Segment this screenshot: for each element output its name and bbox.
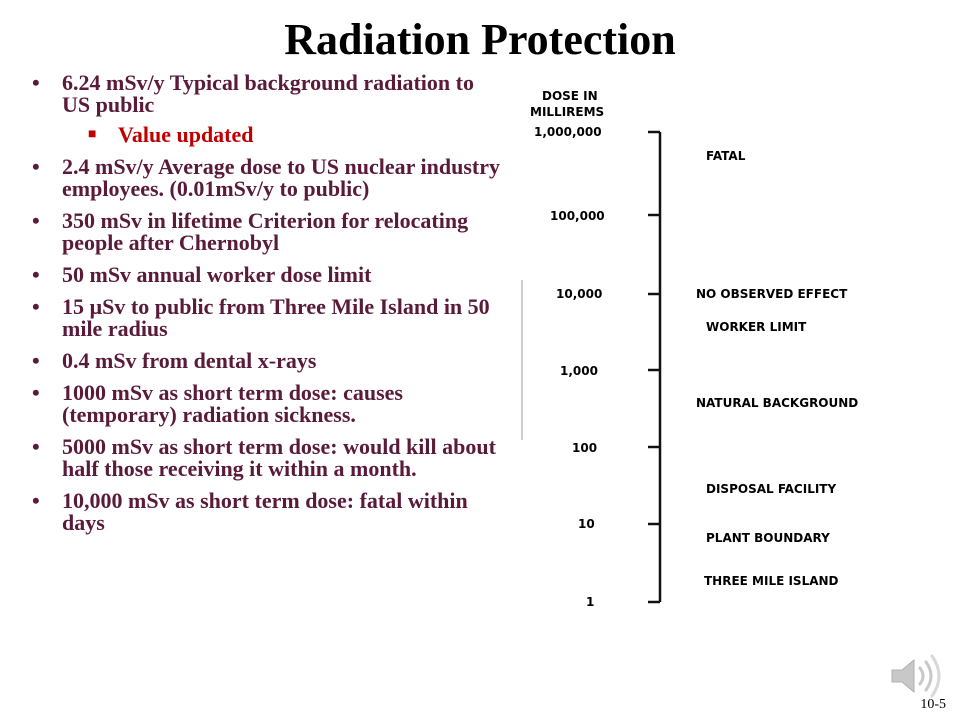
scale-tick-label: 1,000,000 bbox=[534, 125, 602, 139]
bullet-item bbox=[32, 72, 502, 116]
bullet-dot: • bbox=[32, 294, 40, 319]
sub-bullet-item bbox=[32, 124, 502, 146]
bullet-item bbox=[32, 210, 502, 254]
slide-title: Radiation Protection bbox=[284, 15, 676, 64]
scale-label-worker-limit: WORKER LIMIT bbox=[706, 320, 807, 334]
bullet-text: 5000 mSv as short term dose: would kill about half those receiving it within a month. bbox=[62, 434, 496, 481]
bullet-item bbox=[32, 296, 502, 340]
scale-tick-label: 100,000 bbox=[550, 209, 605, 223]
bullet-list bbox=[32, 72, 502, 544]
bullet-dot: • bbox=[32, 434, 40, 459]
bullet-dot: • bbox=[32, 154, 40, 179]
speaker-icon[interactable] bbox=[888, 652, 944, 700]
scale-tick-label: 100 bbox=[572, 441, 598, 455]
scale-label-tmi: THREE MILE ISLAND bbox=[704, 574, 839, 588]
bullet-item bbox=[32, 264, 502, 286]
bullet-text: 10,000 mSv as short term dose: fatal within days bbox=[62, 488, 468, 535]
bullet-text: 2.4 mSv/y Average dose to US nuclear industry employees. (0.01mSv/y to public) bbox=[62, 154, 500, 201]
scale-label-no-effect: NO OBSERVED EFFECT bbox=[696, 287, 848, 301]
sub-bullet-text: Value updated bbox=[118, 122, 254, 147]
bullet-dot: • bbox=[32, 70, 40, 95]
bullet-text: 0.4 mSv from dental x-rays bbox=[62, 348, 317, 373]
bullet-dot: • bbox=[32, 208, 40, 233]
scale-header-line2: MILLIREMS bbox=[530, 105, 605, 119]
scale-label-fatal: FATAL bbox=[706, 149, 746, 163]
bullet-text: 15 µSv to public from Three Mile Island in 50 mile radius bbox=[62, 294, 490, 341]
bullet-item bbox=[32, 350, 502, 372]
bullet-dot: • bbox=[32, 348, 40, 373]
scale-label-disposal: DISPOSAL FACILITY bbox=[706, 482, 837, 496]
scale-label-plant-boundary: PLANT BOUNDARY bbox=[706, 531, 830, 545]
bullet-dot: • bbox=[32, 488, 40, 513]
bullet-item bbox=[32, 382, 502, 426]
bullet-text: 50 mSv annual worker dose limit bbox=[62, 262, 372, 287]
scale-tick-label: 10 bbox=[578, 517, 595, 531]
bullet-dot: • bbox=[32, 380, 40, 405]
bullet-text: 350 mSv in lifetime Criterion for relocating people after Chernobyl bbox=[62, 208, 469, 255]
bullet-text: 1000 mSv as short term dose: causes (temporary) radiation sickness. bbox=[62, 380, 403, 427]
bullet-item bbox=[32, 436, 502, 480]
scale-label-natural-background: NATURAL BACKGROUND bbox=[696, 396, 859, 410]
bullet-text: 6.24 mSv/y Typical background radiation to US public bbox=[62, 70, 474, 117]
scale-header-line1: DOSE IN bbox=[542, 89, 598, 103]
bullet-dot: • bbox=[32, 262, 40, 287]
bullet-item bbox=[32, 490, 502, 534]
scale-tick-label: 10,000 bbox=[556, 287, 603, 301]
scale-tick-label: 1 bbox=[586, 595, 595, 609]
square-bullet-icon: ■ bbox=[88, 127, 97, 142]
scale-tick-label: 1,000 bbox=[560, 364, 598, 378]
dose-scale-diagram bbox=[520, 80, 920, 620]
slide-number: 10-5 bbox=[920, 697, 946, 712]
bullet-item bbox=[32, 156, 502, 200]
